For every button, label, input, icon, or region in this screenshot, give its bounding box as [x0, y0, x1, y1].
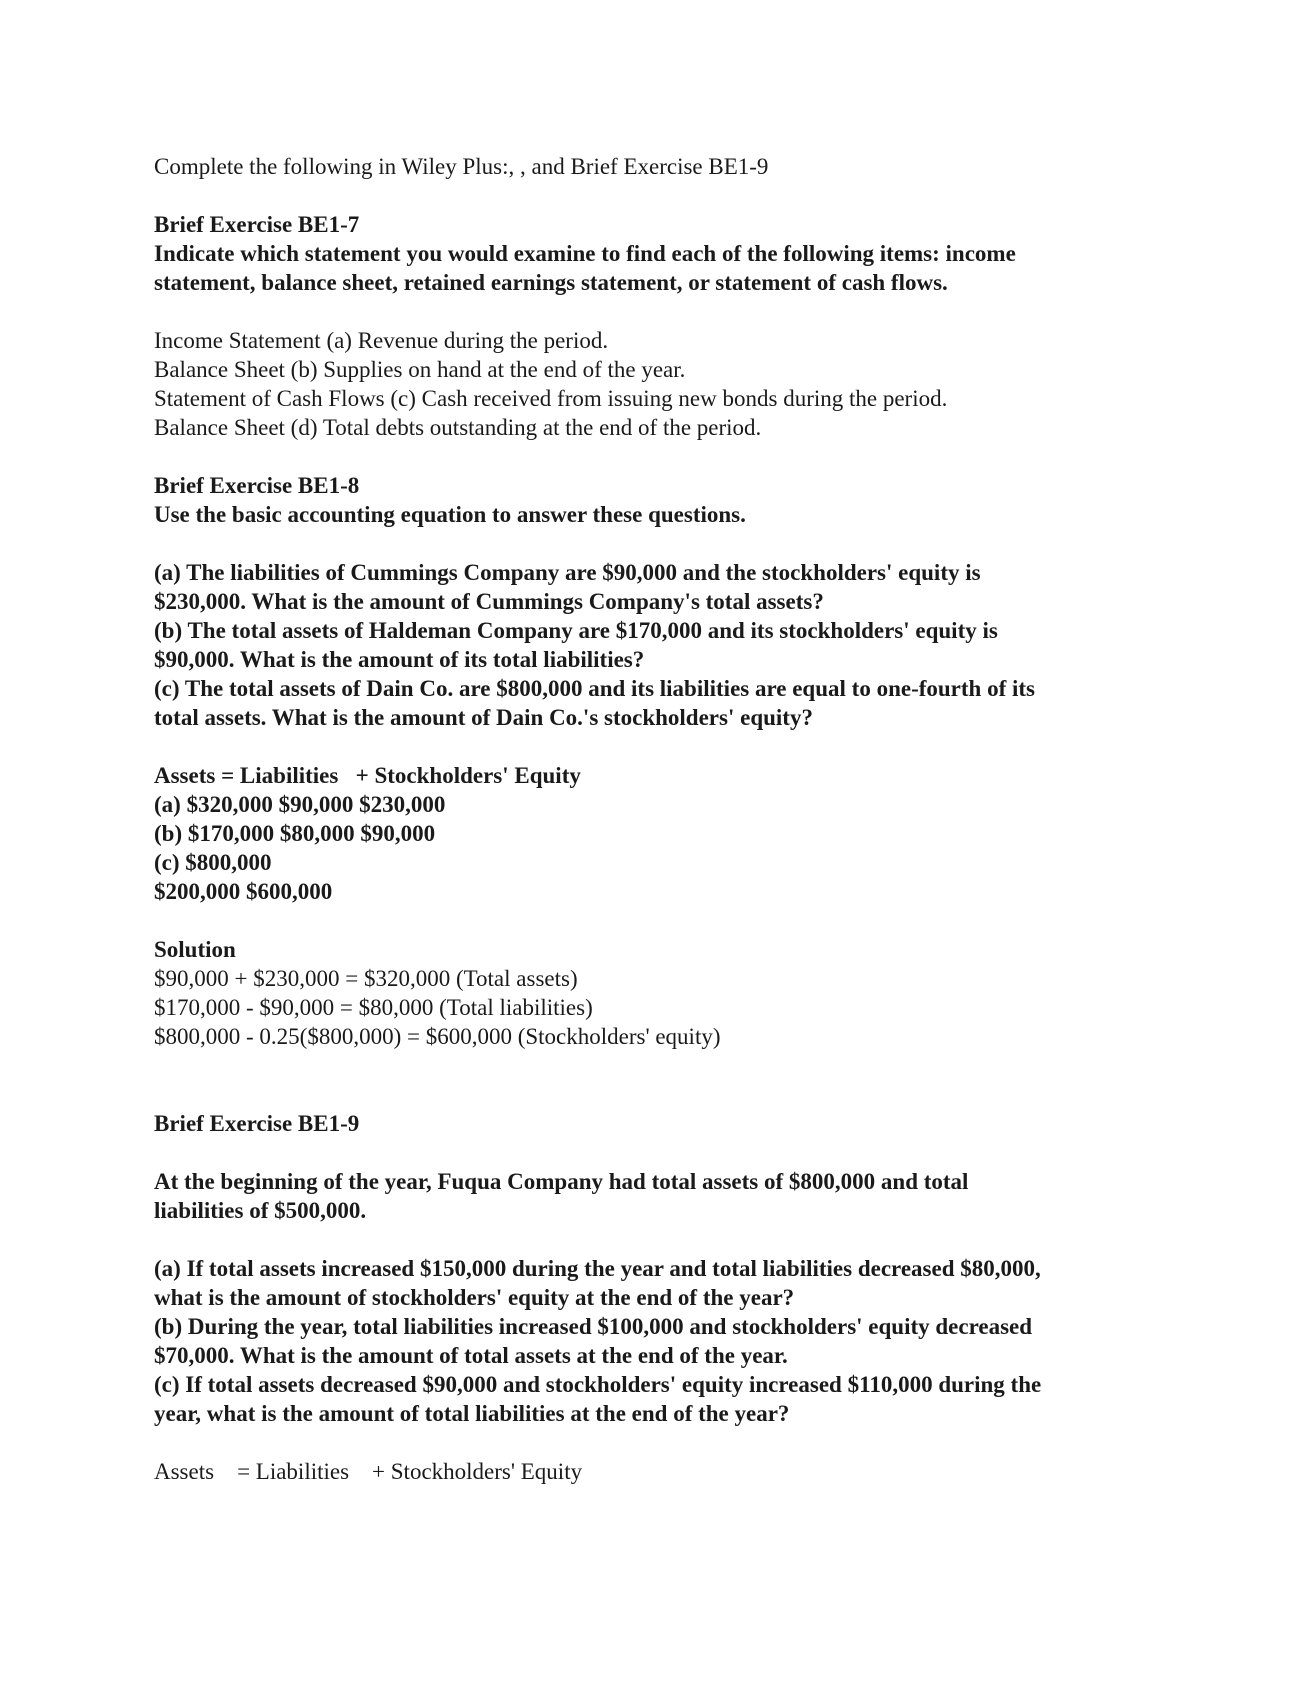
- be19-question-line: year, what is the amount of total liabilities at the end of the year?: [154, 1401, 790, 1426]
- be17-answer: Balance Sheet (b) Supplies on hand at the end of the year.: [154, 357, 686, 382]
- be18-equation-header: [154, 761, 1154, 790]
- be17-instruction-line: Indicate which statement you would examine to find each of the following items: income: [154, 241, 1016, 266]
- be18-question-line: total assets. What is the amount of Dain Co.'s stockholders' equity?: [154, 705, 813, 730]
- be17-answer: Income Statement (a) Revenue during the period.: [154, 328, 609, 353]
- be17-instruction-line: statement, balance sheet, retained earnings statement, or statement of cash flows.: [154, 270, 948, 295]
- be19-equation-header: [154, 1457, 1154, 1486]
- be17-answer: Statement of Cash Flows (c) Cash received from issuing new bonds during the period.: [154, 386, 948, 411]
- be18-solution-line: $170,000 - $90,000 = $80,000 (Total liabilities): [154, 995, 593, 1020]
- be18-solution-line: $800,000 - 0.25($800,000) = $600,000 (Stockholders' equity): [154, 1024, 721, 1049]
- equation-assets-liabilities: Assets = Liabilities: [154, 763, 339, 788]
- be17-title: Brief Exercise BE1-7: [154, 212, 360, 237]
- be19-question-line: (a) If total assets increased $150,000 during the year and total liabilities decreased $80,000,: [154, 1256, 1041, 1281]
- be19-question-line: (b) During the year, total liabilities increased $100,000 and stockholders' equity decreased: [154, 1314, 1033, 1339]
- intro-text: Complete the following in Wiley Plus:, , and Brief Exercise BE1-9: [154, 154, 769, 179]
- be18-solution-line: $90,000 + $230,000 = $320,000 (Total assets): [154, 966, 578, 991]
- be18-instruction: Use the basic accounting equation to answer these questions.: [154, 502, 746, 527]
- be18-question-line: $230,000. What is the amount of Cummings Company's total assets?: [154, 589, 824, 614]
- be18-equation-row: $200,000 $600,000: [154, 879, 333, 904]
- be18-equation-row: (b) $170,000 $80,000 $90,000: [154, 821, 436, 846]
- equation-equity: + Stockholders' Equity: [372, 1459, 583, 1484]
- equation-assets: Assets: [154, 1459, 215, 1484]
- equation-liabilities: = Liabilities: [237, 1459, 350, 1484]
- be17-answer: Balance Sheet (d) Total debts outstanding at the end of the period.: [154, 415, 762, 440]
- be19-question-line: $70,000. What is the amount of total assets at the end of the year.: [154, 1343, 788, 1368]
- be18-question-line: (c) The total assets of Dain Co. are $800,000 and its liabilities are equal to one-fourth of its: [154, 676, 1035, 701]
- be18-solution-title: Solution: [154, 937, 236, 962]
- document-page: [154, 152, 1154, 1486]
- be18-title: Brief Exercise BE1-8: [154, 473, 360, 498]
- be18-equation-row: (c) $800,000: [154, 850, 272, 875]
- be19-title: Brief Exercise BE1-9: [154, 1111, 360, 1136]
- equation-equity: + Stockholders' Equity: [355, 763, 581, 788]
- be19-context-line: liabilities of $500,000.: [154, 1198, 367, 1223]
- be18-equation-row: (a) $320,000 $90,000 $230,000: [154, 792, 446, 817]
- be18-question-line: $90,000. What is the amount of its total liabilities?: [154, 647, 645, 672]
- be19-question-line: what is the amount of stockholders' equity at the end of the year?: [154, 1285, 795, 1310]
- be18-question-line: (a) The liabilities of Cummings Company are $90,000 and the stockholders' equity is: [154, 560, 981, 585]
- be19-context-line: At the beginning of the year, Fuqua Company had total assets of $800,000 and total: [154, 1169, 969, 1194]
- be19-question-line: (c) If total assets decreased $90,000 and stockholders' equity increased $110,000 during the: [154, 1372, 1042, 1397]
- be18-question-line: (b) The total assets of Haldeman Company are $170,000 and its stockholders' equity is: [154, 618, 998, 643]
